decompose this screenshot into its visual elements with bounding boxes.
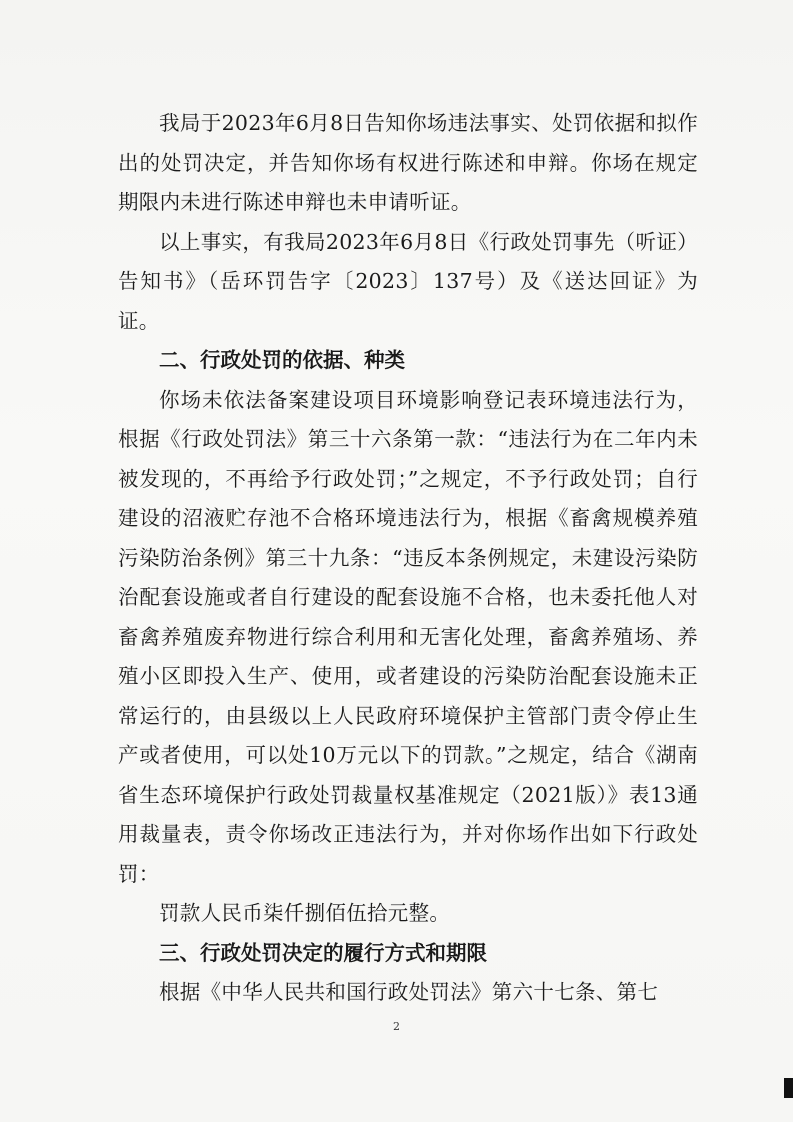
page-number: 2 — [393, 1020, 400, 1033]
paragraph-execution: 根据《中华人民共和国行政处罚法》第六十七条、第七 — [159, 980, 659, 1004]
document-body — [118, 104, 698, 1013]
paragraph-legal-basis: 你场未依法备案建设项目环境影响登记表环境违法行为，根据《行政处罚法》第三十六条第一款：“违法行为在二年内未被发现的，不再给予行政处罚；”之规定，不予行政处罚；自行建设的沼液贮存池不合格环境违法行为，根据《畜禽规模养殖污染防治条例》第三十九条：“违反本条例规定，未建设污染防治配套设施或者自行建设的配套设施不合格，也未委托他人对畜禽养殖废弃物进行综合利用和无害化处理，畜禽养殖场、养殖小区即投入生产、使用，或者建设的污染防治配套设施未正常运行的，由县级以上人民政府环境保护主管部门责令停止生产或者使用，可以处10万元以下的罚款。”之规定，结合《湖南省生态环境保护行政处罚裁量权基准规定（2021版）》表13通用裁量表，责令你场改正违法行为，并对你场作出如下行政处罚： — [118, 387, 698, 886]
paragraph-notification: 我局于2023年6月8日告知你场违法事实、处罚依据和拟作出的处罚决定，并告知你场有权进行陈述和申辩。你场在规定期限内未进行陈述申辩也未申请听证。 — [118, 111, 698, 214]
scan-edge-mark — [784, 1078, 793, 1098]
paragraph-fine-amount: 罚款人民币柒仟捌佰伍拾元整。 — [159, 901, 451, 925]
section-heading-execution: 三、行政处罚决定的履行方式和期限 — [159, 940, 487, 965]
paragraph-evidence: 以上事实，有我局2023年6月8日《行政处罚事先（听证）告知书》（岳环罚告字〔2023〕137号）及《送达回证》为证。 — [118, 229, 698, 333]
section-heading-basis: 二、行政处罚的依据、种类 — [159, 348, 405, 372]
